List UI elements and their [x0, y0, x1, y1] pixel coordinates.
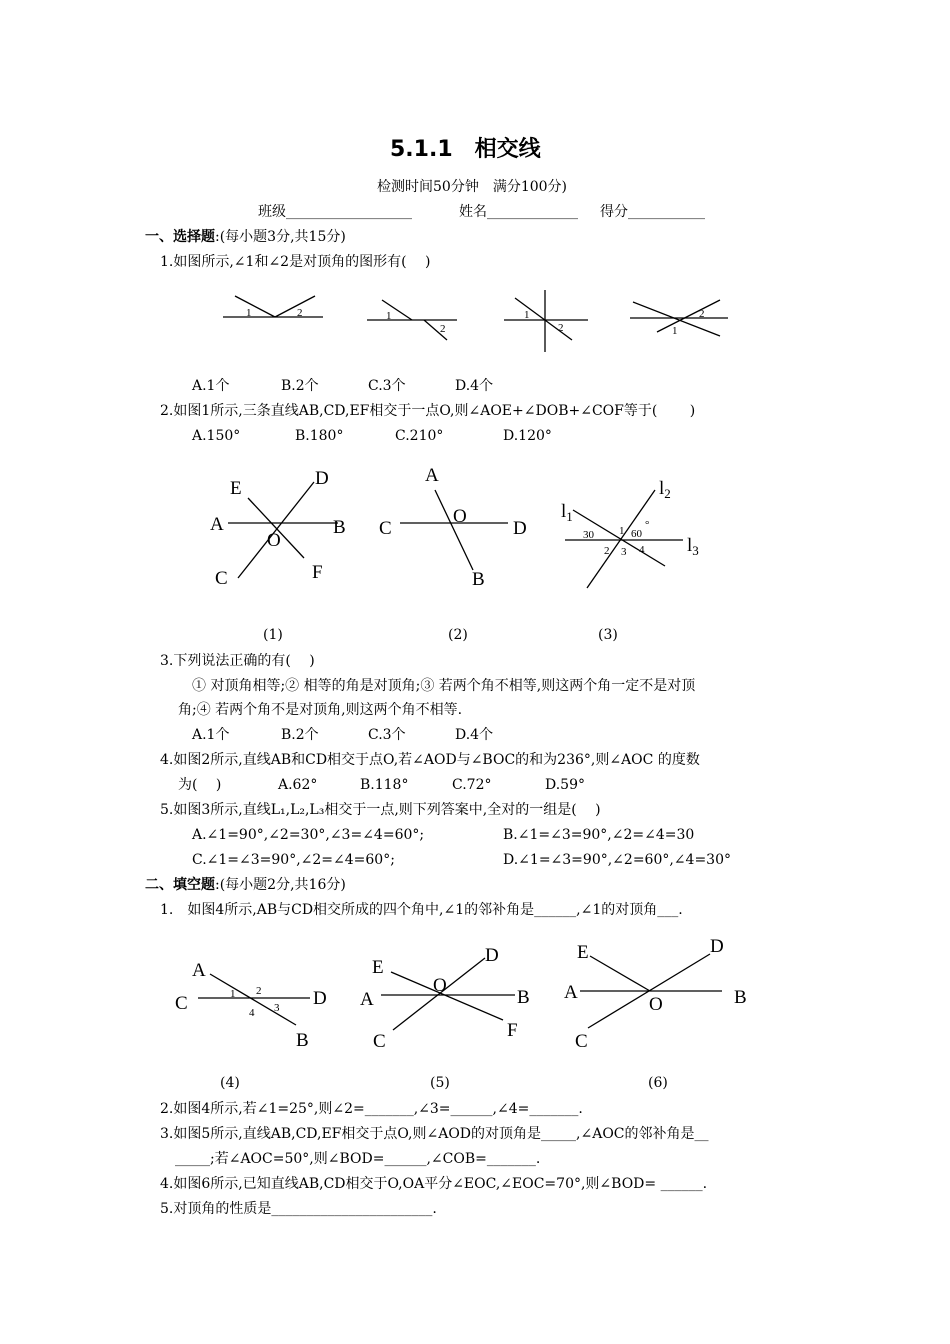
q1-figure-b	[362, 290, 462, 342]
q3-option-a: A.1个	[192, 727, 230, 743]
q3-statements-line1: ① 对顶角相等;② 相等的角是对顶角;③ 若两个角不相等,则这两个角一定不是对顶	[192, 678, 696, 694]
section-note: :(每小题3分,共15分)	[215, 229, 346, 245]
label-l3: $l_3$	[687, 535, 699, 558]
angle-label-2: 2	[699, 308, 705, 320]
fill-question-1: 1. 如图4所示,AB与CD相交所成的四个角中,∠1的邻补角是______,∠1的对顶角___.	[160, 902, 683, 918]
label-e: E	[577, 942, 589, 963]
label-d: D	[710, 936, 724, 957]
angle-2: 2	[604, 545, 610, 557]
label-c: C	[175, 993, 188, 1014]
q3-statements-line2: 角;④ 若两个角不是对顶角,则这两个角不相等.	[178, 702, 463, 718]
line	[657, 300, 720, 332]
label-c: C	[379, 518, 392, 539]
label-b: B	[333, 517, 346, 538]
figure-6	[560, 932, 750, 1057]
line	[275, 296, 315, 317]
subtitle: 检测时间50分钟 满分100分)	[377, 179, 567, 195]
question-3: 3.下列说法正确的有( )	[160, 653, 315, 669]
angle-label-1: 1	[246, 307, 252, 319]
figure-2	[375, 460, 535, 595]
angle-label-1: 1	[386, 310, 392, 322]
figure-4	[170, 950, 340, 1055]
label-b: B	[472, 569, 485, 590]
angle-60: 60	[631, 528, 642, 540]
section-title: 二、填空题	[145, 877, 215, 893]
label-d: D	[315, 468, 329, 489]
q1-option-b: B.2个	[281, 378, 319, 394]
label-b: B	[517, 987, 530, 1008]
q2-option-d: D.120°	[503, 428, 552, 444]
q1-option-a: A.1个	[192, 378, 230, 394]
q3-option-b: B.2个	[281, 727, 319, 743]
caption-5: (5)	[430, 1075, 450, 1091]
line-ab	[435, 490, 473, 570]
label-b: B	[296, 1030, 309, 1051]
label-a: A	[425, 465, 439, 486]
angle-label-2: 2	[297, 307, 303, 319]
q5-option-d: D.∠1=∠3=90°,∠2=60°,∠4=30°	[503, 852, 731, 868]
question-5: 5.如图3所示,直线L₁,L₂,L₃相交于一点,则下列答案中,全对的一组是( )	[160, 802, 601, 818]
fill-question-2: 2.如图4所示,若∠1=25°,则∠2=_______,∠3=______,∠4=_______.	[160, 1101, 583, 1117]
caption-6: (6)	[648, 1075, 668, 1091]
q4-option-c: C.72°	[452, 777, 492, 793]
q1-option-d: D.4个	[455, 378, 494, 394]
section-title: 一、选择题	[145, 229, 215, 245]
label-a: A	[360, 989, 374, 1010]
caption-2: (2)	[448, 627, 468, 643]
label-l1: $l_1$	[561, 501, 573, 524]
q1-figure-d	[625, 292, 735, 342]
q1-option-c: C.3个	[368, 378, 406, 394]
label-o: O	[649, 994, 663, 1015]
figure-5	[355, 940, 535, 1055]
label-a: A	[192, 960, 206, 981]
fill-question-3: 3.如图5所示,直线AB,CD,EF相交于点O,则∠AOD的对顶角是_____,∠AOC的邻补角是__	[160, 1126, 709, 1142]
label-c: C	[373, 1031, 386, 1052]
label-c: C	[215, 568, 228, 589]
figure-1	[200, 460, 360, 595]
question-2: 2.如图1所示,三条直线AB,CD,EF相交于一点O,则∠AOE+∠DOB+∠COF等于( )	[160, 403, 696, 419]
label-e: E	[230, 478, 242, 499]
section-heading	[145, 876, 346, 894]
caption-3: (3)	[598, 627, 618, 643]
label-f: F	[312, 562, 323, 583]
angle-1: 1	[619, 525, 625, 537]
q4-option-d: D.59°	[545, 777, 585, 793]
section-note: :(每小题2分,共16分)	[215, 877, 346, 893]
line-ef	[391, 972, 503, 1020]
q5-option-b: B.∠1=∠3=90°,∠2=∠4=30	[503, 827, 695, 843]
degree-mark: °	[645, 519, 650, 531]
score-field: 得分___________	[600, 204, 705, 220]
angle-1: 1	[230, 988, 236, 1000]
line-oe	[590, 956, 650, 991]
angle-label-1: 1	[524, 309, 530, 321]
q2-option-a: A.150°	[192, 428, 241, 444]
q4-option-b: B.118°	[360, 777, 409, 793]
angle-4: 4	[639, 544, 645, 556]
q5-option-a: A.∠1=90°,∠2=30°,∠3=∠4=60°;	[192, 827, 425, 843]
angle-3: 3	[621, 546, 627, 558]
q1-figure-a	[215, 288, 330, 328]
q5-option-c: C.∠1=∠3=90°,∠2=∠4=60°;	[192, 852, 395, 868]
section-heading	[145, 228, 346, 246]
name-field: 姓名_____________	[459, 204, 578, 220]
figure-3	[555, 468, 715, 593]
label-o: O	[453, 506, 467, 527]
question-4-line2: 为( )	[178, 777, 222, 793]
label-f: F	[507, 1020, 518, 1041]
angle-label-1: 1	[672, 325, 678, 337]
caption-1: (1)	[263, 627, 283, 643]
label-l2: $l_2$	[659, 478, 671, 501]
fill-question-4: 4.如图6所示,已知直线AB,CD相交于O,OA平分∠EOC,∠EOC=70°,则∠BOD= ______.	[160, 1176, 708, 1192]
class-field: 班级__________________	[258, 204, 412, 220]
angle-3: 3	[274, 1002, 280, 1014]
line	[235, 296, 275, 317]
label-d: D	[313, 988, 327, 1009]
angle-4: 4	[249, 1007, 255, 1019]
label-d: D	[513, 518, 527, 539]
q2-option-c: C.210°	[395, 428, 444, 444]
page-title: 5.1.1 相交线	[390, 137, 541, 162]
q3-option-c: C.3个	[368, 727, 406, 743]
angle-2: 2	[256, 985, 262, 997]
label-a: A	[564, 982, 578, 1003]
caption-4: (4)	[220, 1075, 240, 1091]
fill-question-3-line2: _____;若∠AOC=50°,则∠BOD=______,∠COB=_______.	[175, 1151, 541, 1167]
label-c: C	[575, 1031, 588, 1052]
label-o: O	[267, 530, 281, 551]
angle-30: 30	[583, 529, 594, 541]
q4-option-a: A.62°	[278, 777, 318, 793]
question-1: 1.如图所示,∠1和∠2是对顶角的图形有( )	[160, 254, 431, 270]
question-4: 4.如图2所示,直线AB和CD相交于点O,若∠AOD与∠BOC的和为236°,则∠AOC 的度数	[160, 752, 700, 768]
fill-question-5: 5.对顶角的性质是_______________________.	[160, 1201, 437, 1217]
q2-option-b: B.180°	[295, 428, 344, 444]
label-d: D	[485, 945, 499, 966]
angle-label-2: 2	[558, 322, 564, 334]
label-e: E	[372, 957, 384, 978]
label-a: A	[210, 514, 224, 535]
label-o: O	[433, 975, 447, 996]
label-b: B	[734, 987, 747, 1008]
angle-label-2: 2	[440, 323, 446, 335]
q1-figure-c	[500, 290, 595, 355]
q3-option-d: D.4个	[455, 727, 494, 743]
line-l2	[587, 490, 655, 588]
